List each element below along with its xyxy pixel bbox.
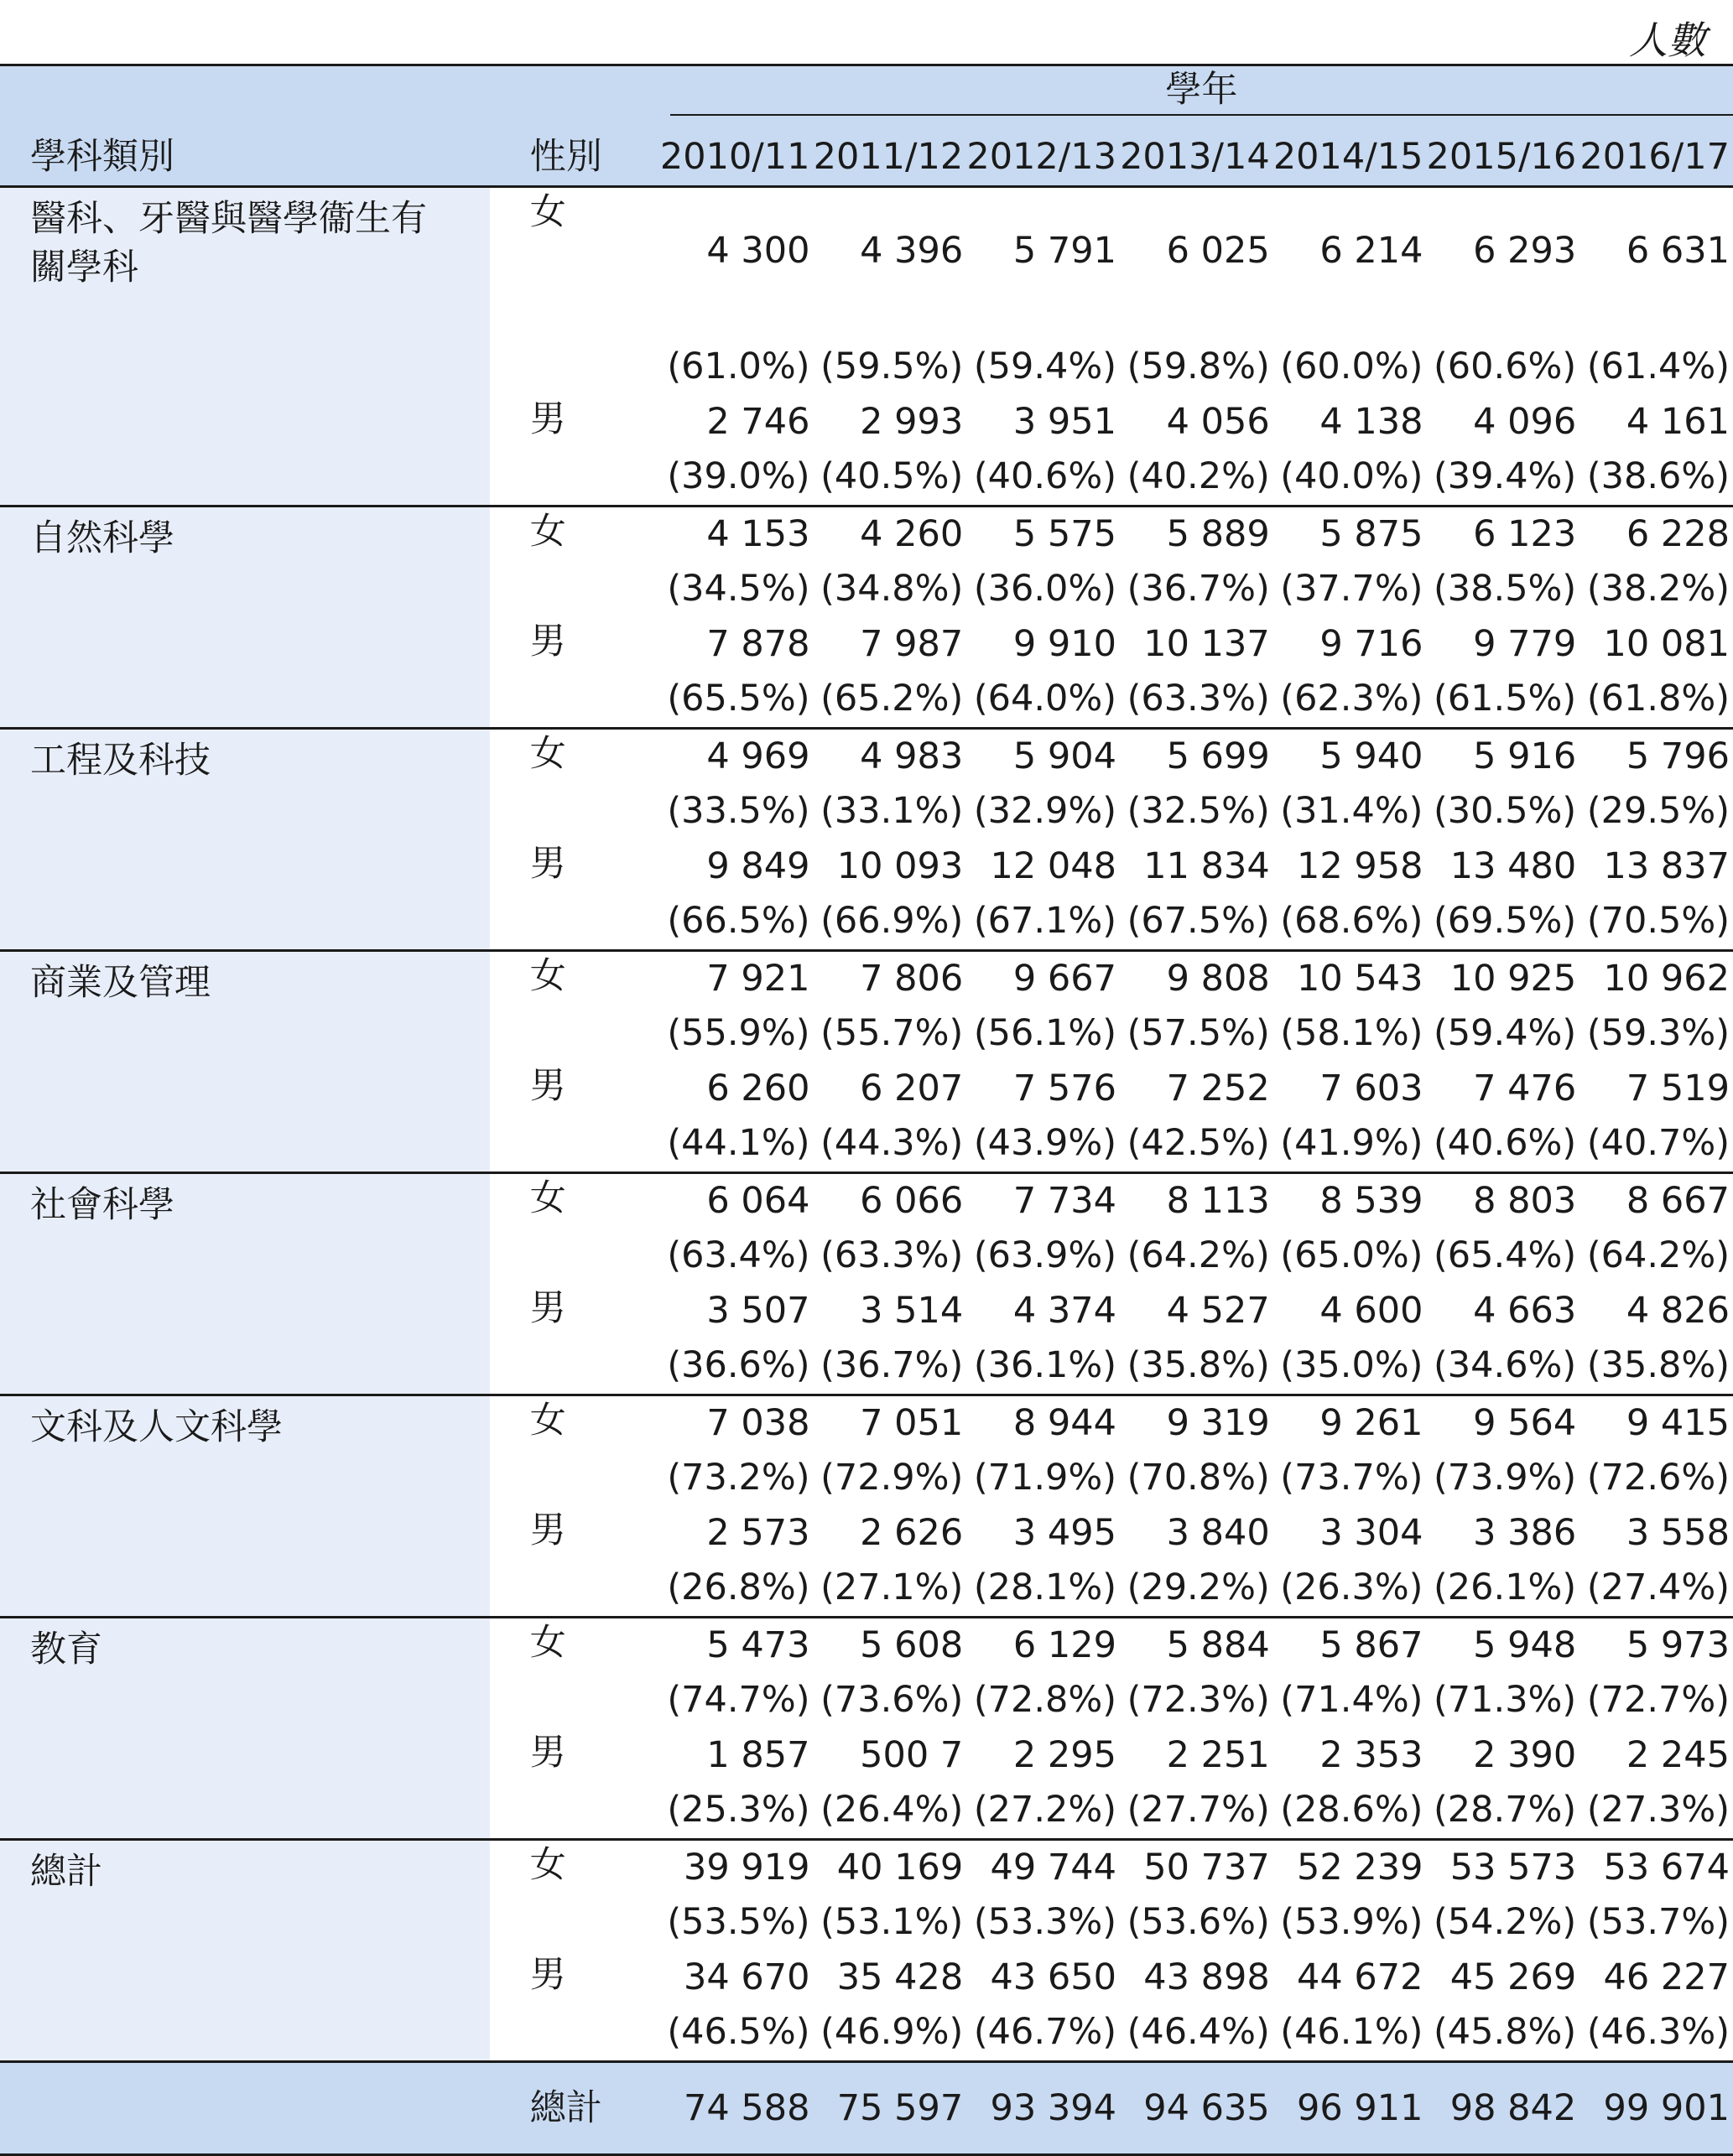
percent-cell: (28.6%) xyxy=(1280,1789,1423,1831)
percent-cell: (38.5%) xyxy=(1434,568,1577,610)
subject-label: 社會科學 xyxy=(0,1173,490,1395)
count-cell: 9 808 xyxy=(1120,951,1273,1006)
count-cell: 9 849 xyxy=(706,844,810,887)
percent-cell: (36.7%) xyxy=(820,1344,964,1387)
percent-cell: (39.4%) xyxy=(1434,455,1577,498)
percent-cell: (27.4%) xyxy=(1586,1566,1730,1609)
year-header: 2011/12 xyxy=(813,136,964,179)
count-cell: 53 674 xyxy=(1579,1840,1733,1895)
sex-label: 男 xyxy=(529,1287,566,1329)
count-cell: 9 564 xyxy=(1426,1395,1579,1451)
count-cell: 8 944 xyxy=(966,1395,1120,1451)
percent-cell: (46.1%) xyxy=(1280,2011,1423,2054)
percent-cell: (36.7%) xyxy=(1127,568,1270,610)
count-cell: 11 834 xyxy=(1143,844,1270,887)
grand-total-cell: 94 635 xyxy=(1143,2086,1270,2129)
percent-cell: (55.7%) xyxy=(820,1012,964,1055)
percent-cell: (34.8%) xyxy=(820,568,964,610)
percent-cell: (38.6%) xyxy=(1586,455,1730,498)
percent-cell: (66.9%) xyxy=(820,900,964,943)
count-cell: 39 919 xyxy=(660,1840,814,1895)
count-cell: 2 251 xyxy=(1166,1733,1270,1776)
percent-cell: (54.2%) xyxy=(1434,1901,1577,1944)
grand-total-cell: 74 588 xyxy=(684,2086,810,2129)
count-cell: 7 603 xyxy=(1319,1067,1423,1109)
percent-cell: (40.6%) xyxy=(1434,1122,1577,1165)
count-cell: 2 390 xyxy=(1473,1733,1577,1776)
sex-label: 男 xyxy=(529,843,566,885)
count-cell: 2 746 xyxy=(706,400,810,443)
grand-total-row xyxy=(0,2062,1733,2155)
percent-cell: (73.6%) xyxy=(820,1679,964,1722)
percent-cell: (65.4%) xyxy=(1434,1234,1577,1277)
count-cell: 4 056 xyxy=(1166,400,1270,443)
percent-cell: (40.2%) xyxy=(1127,455,1270,498)
percent-cell: (29.2%) xyxy=(1127,1566,1270,1609)
percent-cell: (36.1%) xyxy=(973,1344,1116,1387)
table-row-female-count xyxy=(0,507,1733,562)
percent-cell: (72.6%) xyxy=(1586,1457,1730,1499)
percent-cell: (35.8%) xyxy=(1586,1344,1730,1387)
year-group-header xyxy=(660,65,1733,119)
percent-cell: (31.4%) xyxy=(1280,790,1423,833)
count-cell: 5 867 xyxy=(1273,1618,1427,1673)
percent-cell: (65.0%) xyxy=(1280,1234,1423,1277)
percent-cell: (53.9%) xyxy=(1280,1901,1423,1944)
grand-total-cell: 93 394 xyxy=(990,2086,1116,2129)
count-cell: 12 048 xyxy=(990,844,1116,887)
percent-cell: (66.5%) xyxy=(667,900,810,943)
year-header: 2012/13 xyxy=(966,136,1116,179)
percent-cell: (71.9%) xyxy=(973,1457,1116,1499)
subject-label: 教育 xyxy=(0,1618,490,1840)
sex-label: 女 xyxy=(490,187,660,396)
percent-cell: (69.5%) xyxy=(1434,900,1577,943)
count-cell: 3 304 xyxy=(1319,1511,1423,1554)
grand-total-cell: 98 842 xyxy=(1449,2086,1577,2129)
percent-cell: (45.8%) xyxy=(1434,2011,1577,2054)
count-cell: 4 600 xyxy=(1319,1289,1423,1332)
count-cell: 49 744 xyxy=(966,1840,1120,1895)
subject-label: 文科及人文科學 xyxy=(0,1395,490,1618)
count-cell: 3 386 xyxy=(1473,1511,1577,1554)
percent-cell: (36.0%) xyxy=(973,568,1116,610)
sex-label: 男 xyxy=(529,1954,566,1996)
subject-label: 自然科學 xyxy=(0,507,490,729)
percent-cell: (30.5%) xyxy=(1434,790,1577,833)
percent-cell: (25.3%) xyxy=(667,1789,810,1831)
percent-cell: (72.7%) xyxy=(1586,1679,1730,1722)
percent-cell: (28.7%) xyxy=(1434,1789,1577,1831)
sex-label: 女 xyxy=(490,729,660,840)
year-header: 2013/14 xyxy=(1120,136,1270,179)
percent-cell: (43.9%) xyxy=(973,1122,1116,1165)
count-cell: 2 295 xyxy=(1012,1733,1116,1776)
percent-cell: (72.9%) xyxy=(820,1457,964,1499)
percent-cell: (67.1%) xyxy=(973,900,1116,943)
count-cell: 10 543 xyxy=(1273,951,1427,1006)
count-cell: 52 239 xyxy=(1273,1840,1427,1895)
count-cell: 4 096 xyxy=(1473,400,1577,443)
count-cell: 2 626 xyxy=(860,1511,964,1554)
percent-cell: (64.2%) xyxy=(1127,1234,1270,1277)
sex-label: 男 xyxy=(529,621,566,662)
percent-cell: (68.6%) xyxy=(1280,900,1423,943)
percent-cell: (33.5%) xyxy=(667,790,810,833)
count-cell: 3 495 xyxy=(1012,1511,1116,1554)
subject-column-header: 學科類別 xyxy=(30,136,174,179)
percent-cell: (40.0%) xyxy=(1280,455,1423,498)
percent-cell: (40.5%) xyxy=(820,455,964,498)
count-cell: 5 796 xyxy=(1579,729,1733,784)
percent-cell: (41.9%) xyxy=(1280,1122,1423,1165)
count-cell: 7 576 xyxy=(1012,1067,1116,1109)
sex-label: 女 xyxy=(490,507,660,618)
year-header: 2016/17 xyxy=(1579,136,1730,179)
percent-cell: (40.7%) xyxy=(1586,1122,1730,1165)
percent-cell: (32.9%) xyxy=(973,790,1116,833)
percent-cell: (27.7%) xyxy=(1127,1789,1270,1831)
count-cell: 12 958 xyxy=(1296,844,1423,887)
percent-cell: (59.8%) xyxy=(1127,345,1270,388)
count-cell: 9 319 xyxy=(1120,1395,1273,1451)
percent-cell: (61.5%) xyxy=(1434,678,1577,720)
percent-cell: (72.3%) xyxy=(1127,1679,1270,1722)
percent-cell: (59.4%) xyxy=(1434,1012,1577,1055)
percent-cell: (29.5%) xyxy=(1586,790,1730,833)
percent-cell: (63.4%) xyxy=(667,1234,810,1277)
sex-column-header: 性別 xyxy=(529,136,602,179)
percent-cell: (63.3%) xyxy=(820,1234,964,1277)
count-cell: 7 921 xyxy=(660,951,814,1006)
count-cell: 7 252 xyxy=(1166,1067,1270,1109)
count-cell: 43 898 xyxy=(1143,1956,1270,1998)
percent-cell: (35.0%) xyxy=(1280,1344,1423,1387)
count-cell: 6 260 xyxy=(706,1067,810,1109)
percent-cell: (64.2%) xyxy=(1586,1234,1730,1277)
percent-cell: (33.1%) xyxy=(820,790,964,833)
count-cell: 46 227 xyxy=(1603,1956,1730,1998)
percent-cell: (59.4%) xyxy=(973,345,1116,388)
count-cell: 10 081 xyxy=(1603,622,1730,665)
count-cell: 9 667 xyxy=(966,951,1120,1006)
count-cell: 5 948 xyxy=(1426,1618,1579,1673)
percent-cell: (71.3%) xyxy=(1434,1679,1577,1722)
count-cell: 4 300 xyxy=(660,187,814,340)
count-cell: 2 353 xyxy=(1319,1733,1423,1776)
grand-total-cell: 75 597 xyxy=(836,2086,964,2129)
table-row-female-count xyxy=(0,729,1733,784)
percent-cell: (26.8%) xyxy=(667,1566,810,1609)
count-cell: 3 507 xyxy=(706,1289,810,1332)
percent-cell: (46.4%) xyxy=(1127,2011,1270,2054)
table-row-female-count xyxy=(0,1840,1733,1895)
count-cell: 5 575 xyxy=(966,507,1120,562)
count-cell: 45 269 xyxy=(1449,1956,1577,1998)
count-cell: 4 138 xyxy=(1319,400,1423,443)
count-cell: 6 025 xyxy=(1120,187,1273,340)
sex-label: 女 xyxy=(490,1618,660,1729)
count-cell: 2 993 xyxy=(860,400,964,443)
count-cell: 10 925 xyxy=(1426,951,1579,1006)
percent-cell: (26.3%) xyxy=(1280,1566,1423,1609)
count-cell: 6 064 xyxy=(660,1173,814,1229)
percent-cell: (62.3%) xyxy=(1280,678,1423,720)
count-cell: 35 428 xyxy=(836,1956,964,1998)
count-cell: 4 527 xyxy=(1166,1289,1270,1332)
table-body xyxy=(0,187,1733,2062)
count-cell: 5 699 xyxy=(1120,729,1273,784)
percent-cell: (46.3%) xyxy=(1586,2011,1730,2054)
count-cell: 9 716 xyxy=(1319,622,1423,665)
percent-cell: (55.9%) xyxy=(667,1012,810,1055)
percent-cell: (27.1%) xyxy=(820,1566,964,1609)
count-cell: 6 631 xyxy=(1579,187,1733,340)
count-cell: 44 672 xyxy=(1296,1956,1423,1998)
percent-cell: (46.7%) xyxy=(973,2011,1116,2054)
percent-cell: (72.8%) xyxy=(973,1679,1116,1722)
count-cell: 2 573 xyxy=(706,1511,810,1554)
grand-total-label: 總計 xyxy=(529,2086,602,2129)
count-cell: 10 962 xyxy=(1579,951,1733,1006)
percent-cell: (61.8%) xyxy=(1586,678,1730,720)
percent-cell: (36.6%) xyxy=(667,1344,810,1387)
sex-label: 女 xyxy=(490,1395,660,1507)
sex-label: 男 xyxy=(529,1732,566,1774)
percent-cell: (46.9%) xyxy=(820,2011,964,2054)
subject-label: 醫科、牙醫與醫學衞生有關學科 xyxy=(0,187,490,507)
percent-cell: (59.5%) xyxy=(820,345,964,388)
count-cell: 4 161 xyxy=(1626,400,1730,443)
percent-cell: (34.6%) xyxy=(1434,1344,1577,1387)
count-cell: 8 803 xyxy=(1426,1173,1579,1229)
count-cell: 6 129 xyxy=(966,1618,1120,1673)
count-cell: 7 987 xyxy=(860,622,964,665)
count-cell: 6 207 xyxy=(860,1067,964,1109)
percent-cell: (67.5%) xyxy=(1127,900,1270,943)
count-cell: 4 983 xyxy=(814,729,967,784)
table-row-female-count xyxy=(0,1618,1733,1673)
percent-cell: (27.3%) xyxy=(1586,1789,1730,1831)
count-cell: 7 806 xyxy=(814,951,967,1006)
sex-label: 男 xyxy=(529,398,566,440)
percent-cell: (64.0%) xyxy=(973,678,1116,720)
count-cell: 1 857 xyxy=(706,1733,810,1776)
count-cell: 3 558 xyxy=(1626,1511,1730,1554)
count-cell: 4 396 xyxy=(814,187,967,340)
percent-cell: (73.2%) xyxy=(667,1457,810,1499)
percent-cell: (53.5%) xyxy=(667,1901,810,1944)
percent-cell: (40.6%) xyxy=(973,455,1116,498)
table-footer xyxy=(0,2062,1733,2155)
sex-label: 女 xyxy=(490,1173,660,1285)
percent-cell: (70.8%) xyxy=(1127,1457,1270,1499)
percent-cell: (63.9%) xyxy=(973,1234,1116,1277)
percent-cell: (61.4%) xyxy=(1586,345,1730,388)
count-cell: 5 875 xyxy=(1273,507,1427,562)
year-group-label: 學年 xyxy=(670,69,1733,117)
grand-total-cell: 99 901 xyxy=(1603,2086,1730,2129)
unit-label: 人數 xyxy=(1629,18,1706,63)
count-cell: 53 573 xyxy=(1426,1840,1579,1895)
table-row-female-count xyxy=(0,1395,1733,1451)
count-cell: 7 878 xyxy=(706,622,810,665)
table-row-female-count xyxy=(0,951,1733,1006)
count-cell: 34 670 xyxy=(684,1956,810,1998)
count-cell: 6 228 xyxy=(1579,507,1733,562)
count-cell: 43 650 xyxy=(990,1956,1116,1998)
year-header: 2014/15 xyxy=(1272,136,1423,179)
count-cell: 5 916 xyxy=(1426,729,1579,784)
percent-cell: (56.1%) xyxy=(973,1012,1116,1055)
subject-label: 總計 xyxy=(0,1840,490,2062)
count-cell: 7 476 xyxy=(1473,1067,1577,1109)
percent-cell: (57.5%) xyxy=(1127,1012,1270,1055)
percent-cell: (42.5%) xyxy=(1127,1122,1270,1165)
percent-cell: (63.3%) xyxy=(1127,678,1270,720)
percent-cell: (74.7%) xyxy=(667,1679,810,1722)
percent-cell: (60.0%) xyxy=(1280,345,1423,388)
percent-cell: (27.2%) xyxy=(973,1789,1116,1831)
count-cell: 6 066 xyxy=(814,1173,967,1229)
percent-cell: (44.1%) xyxy=(667,1122,810,1165)
sex-label: 女 xyxy=(490,1840,660,1951)
year-header: 2015/16 xyxy=(1426,136,1577,179)
percent-cell: (28.1%) xyxy=(973,1566,1116,1609)
count-cell: 8 539 xyxy=(1273,1173,1427,1229)
count-cell: 7 038 xyxy=(660,1395,814,1451)
count-cell: 4 153 xyxy=(660,507,814,562)
percent-cell: (32.5%) xyxy=(1127,790,1270,833)
count-cell: 3 514 xyxy=(860,1289,964,1332)
percent-cell: (34.5%) xyxy=(667,568,810,610)
enrolment-table xyxy=(0,64,1733,2156)
sex-label: 男 xyxy=(529,1509,566,1551)
count-cell: 7 734 xyxy=(966,1173,1120,1229)
table-row-female-count xyxy=(0,187,1733,340)
count-cell: 10 137 xyxy=(1143,622,1270,665)
percent-cell: (71.4%) xyxy=(1280,1679,1423,1722)
count-cell: 40 169 xyxy=(814,1840,967,1895)
count-cell: 8 667 xyxy=(1579,1173,1733,1229)
count-cell: 6 123 xyxy=(1426,507,1579,562)
count-cell: 4 826 xyxy=(1626,1289,1730,1332)
percent-cell: (26.4%) xyxy=(820,1789,964,1831)
percent-cell: (65.5%) xyxy=(667,678,810,720)
count-cell: 4 374 xyxy=(1012,1289,1116,1332)
count-cell: 5 791 xyxy=(966,187,1120,340)
percent-cell: (58.1%) xyxy=(1280,1012,1423,1055)
subject-label: 工程及科技 xyxy=(0,729,490,951)
count-cell: 5 608 xyxy=(814,1618,967,1673)
percent-cell: (35.8%) xyxy=(1127,1344,1270,1387)
count-cell: 4 663 xyxy=(1473,1289,1577,1332)
percent-cell: (38.2%) xyxy=(1586,568,1730,610)
count-cell: 6 293 xyxy=(1426,187,1579,340)
count-cell: 5 940 xyxy=(1273,729,1427,784)
percent-cell: (53.3%) xyxy=(973,1901,1116,1944)
count-cell: 5 889 xyxy=(1120,507,1273,562)
percent-cell: (53.6%) xyxy=(1127,1901,1270,1944)
count-cell: 5 473 xyxy=(660,1618,814,1673)
count-cell: 13 837 xyxy=(1603,844,1730,887)
percent-cell: (70.5%) xyxy=(1586,900,1730,943)
count-cell: 5 884 xyxy=(1120,1618,1273,1673)
count-cell: 9 261 xyxy=(1273,1395,1427,1451)
sex-label: 女 xyxy=(490,951,660,1062)
count-cell: 500 7 xyxy=(860,1733,964,1776)
count-cell: 5 973 xyxy=(1579,1618,1733,1673)
count-cell: 6 214 xyxy=(1273,187,1427,340)
percent-cell: (60.6%) xyxy=(1434,345,1577,388)
percent-cell: (37.7%) xyxy=(1280,568,1423,610)
percent-cell: (44.3%) xyxy=(820,1122,964,1165)
subject-label: 商業及管理 xyxy=(0,951,490,1173)
count-cell: 4 969 xyxy=(660,729,814,784)
percent-cell: (73.9%) xyxy=(1434,1457,1577,1499)
count-cell: 2 245 xyxy=(1626,1733,1730,1776)
count-cell: 3 951 xyxy=(1012,400,1116,443)
count-cell: 3 840 xyxy=(1166,1511,1270,1554)
percent-cell: (53.1%) xyxy=(820,1901,964,1944)
count-cell: 8 113 xyxy=(1120,1173,1273,1229)
percent-cell: (59.3%) xyxy=(1586,1012,1730,1055)
count-cell: 50 737 xyxy=(1120,1840,1273,1895)
percent-cell: (26.1%) xyxy=(1434,1566,1577,1609)
count-cell: 9 779 xyxy=(1473,622,1577,665)
count-cell: 13 480 xyxy=(1449,844,1577,887)
count-cell: 7 051 xyxy=(814,1395,967,1451)
count-cell: 4 260 xyxy=(814,507,967,562)
grand-total-cell: 96 911 xyxy=(1296,2086,1423,2129)
percent-cell: (65.2%) xyxy=(820,678,964,720)
percent-cell: (39.0%) xyxy=(667,455,810,498)
count-cell: 10 093 xyxy=(836,844,964,887)
count-cell: 9 415 xyxy=(1579,1395,1733,1451)
percent-cell: (46.5%) xyxy=(667,2011,810,2054)
count-cell: 7 519 xyxy=(1626,1067,1730,1109)
percent-cell: (73.7%) xyxy=(1280,1457,1423,1499)
count-cell: 9 910 xyxy=(1012,622,1116,665)
percent-cell: (53.7%) xyxy=(1586,1901,1730,1944)
sex-label: 男 xyxy=(529,1065,566,1107)
year-header: 2010/11 xyxy=(659,136,810,179)
table-row-female-count xyxy=(0,1173,1733,1229)
percent-cell: (61.0%) xyxy=(667,345,810,388)
table-header xyxy=(0,65,1733,187)
count-cell: 5 904 xyxy=(966,729,1120,784)
